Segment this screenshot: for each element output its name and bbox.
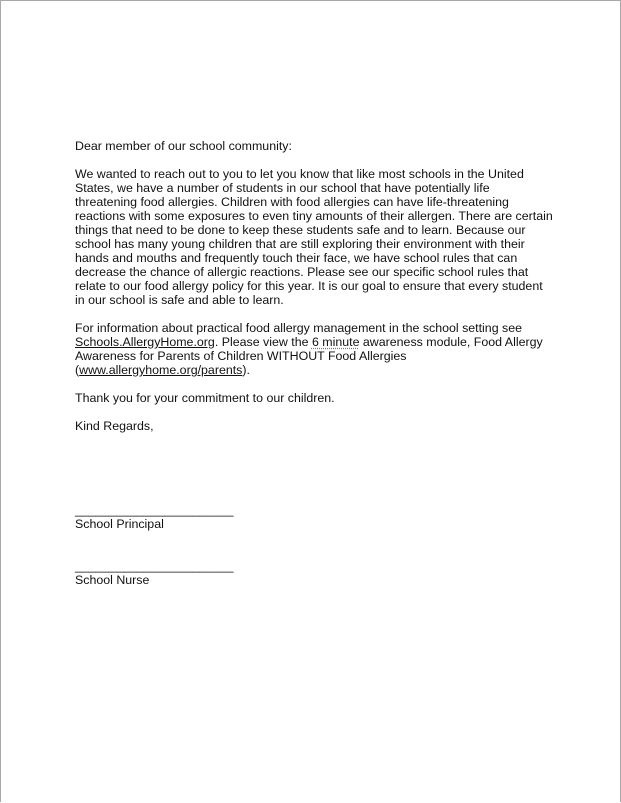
signature-title-principal: School Principal [75,517,164,531]
spellcheck-flagged-text: 6 minute [311,335,360,349]
signature-title-nurse: School Nurse [75,573,150,587]
closing-line: Kind Regards, [75,419,154,433]
salutation: Dear member of our school community: [75,139,292,153]
paragraph-allergy-info: We wanted to reach out to you to let you know that like most schools in the United States, we have a number of students in our school that have potentially life threatening food allergies. Children with food allergies can have life-threatening reactions with some exposures to even tiny amounts of their allergen. There are certain things that need to be done to keep these students safe and to learn. Because our school has many young children that are still exploring their environment with their hands and mouths and frequently touch their face, we have school rules that can decrease the chance of allergic reactions. Please see our specific school rules that relate to our food allergy policy for this year. It is our goal to ensure that every student in our school is safe and able to learn. [75,167,553,307]
resources-module-text: awareness module, Food Allergy Awareness for Parents of Children WITHOUT Food Allergies ( [75,335,543,377]
signature-block-principal [75,503,555,531]
signature-line-nurse: _______________________ [75,559,234,573]
letter-body [75,139,555,587]
resources-intro-text: For information about practical food allergy management in the school setting see [75,321,523,335]
signature-spacer [75,447,555,503]
allergyhome-parents-link[interactable]: www.allergyhome.org/parents [79,363,243,377]
resources-end-text: ). [242,363,250,377]
signature-gap [75,531,555,559]
resources-mid-text: . Please view the [214,335,312,349]
signature-block-nurse [75,559,555,587]
signature-line-principal: _______________________ [75,503,234,517]
schools-allergyhome-link[interactable]: Schools.AllergyHome.org [75,335,215,349]
paragraph-resources [75,321,555,377]
thank-you-line: Thank you for your commitment to our children. [75,391,335,405]
